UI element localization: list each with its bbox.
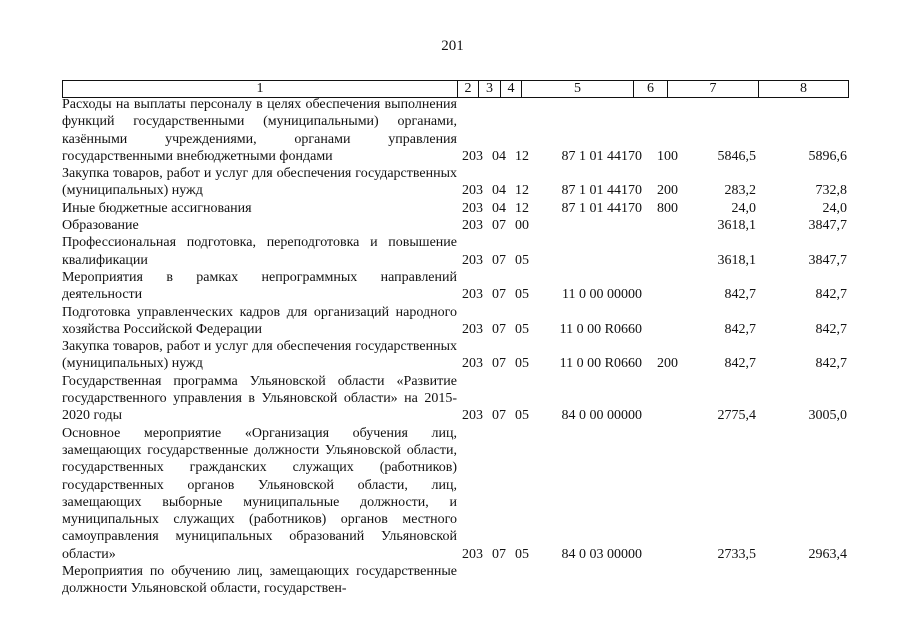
table-row — [62, 269, 847, 304]
cell-col-6: 200 — [657, 183, 678, 199]
header-col-6: 6 — [634, 81, 668, 97]
cell-row-name: Подготовка управленческих кадров для организаций народного хозяйства Российской Федерации — [62, 304, 457, 337]
header-col-2: 2 — [458, 81, 479, 97]
table-row — [62, 200, 847, 217]
budget-table-body — [62, 96, 847, 598]
cell-col-8: 842,7 — [815, 287, 847, 303]
cell-col-3: 04 — [492, 148, 506, 164]
cell-row-name: Закупка товаров, работ и услуг для обеспечения государственных (муниципальных) нужд — [62, 339, 457, 372]
table-row — [62, 425, 847, 563]
cell-row-name: Основное мероприятие «Организация обучения лиц, замещающих государственные должности Ульяновской области, государственных гражданских служащих (работников) государственных органов Ульяновской области, лиц, замещающих выборные муниципальные должности, и муниципальных служащих (работников) органов местного самоуправления муниципальных образований Ульяновской области» — [62, 425, 457, 562]
cell-col-5: 11 0 00 R0660 — [559, 356, 642, 372]
cell-col-2: 203 — [462, 287, 483, 303]
table-row — [62, 338, 847, 373]
cell-col-2: 203 — [462, 546, 483, 562]
cell-col-5: 84 0 00 00000 — [561, 408, 642, 424]
cell-col-4: 05 — [515, 356, 529, 372]
cell-col-3: 04 — [492, 200, 506, 216]
cell-col-6: 100 — [657, 148, 678, 164]
table-row — [62, 563, 847, 598]
cell-col-8: 3847,7 — [808, 252, 847, 268]
cell-col-7: 2775,4 — [717, 408, 756, 424]
cell-row-name: Мероприятия по обучению лиц, замещающих государственные должности Ульяновской области, государствен- — [62, 564, 457, 597]
cell-col-2: 203 — [462, 200, 483, 216]
cell-col-2: 203 — [462, 183, 483, 199]
cell-row-name: Закупка товаров, работ и услуг для обеспечения государственных (муниципальных) нужд — [62, 166, 457, 199]
header-col-7: 7 — [668, 81, 759, 97]
cell-col-3: 07 — [492, 408, 506, 424]
page-number: 201 — [441, 38, 464, 54]
cell-col-8: 3005,0 — [808, 408, 847, 424]
cell-col-5: 87 1 01 44170 — [561, 200, 642, 216]
cell-col-2: 203 — [462, 321, 483, 337]
cell-row-name: Иные бюджетные ассигнования — [62, 200, 252, 216]
cell-col-4: 05 — [515, 408, 529, 424]
table-row — [62, 217, 847, 234]
cell-col-2: 203 — [462, 252, 483, 268]
cell-col-5: 11 0 00 00000 — [562, 287, 642, 303]
cell-col-5: 84 0 03 00000 — [561, 546, 642, 562]
cell-col-7: 842,7 — [724, 321, 756, 337]
header-col-1: 1 — [63, 81, 458, 97]
cell-row-name: Расходы на выплаты персоналу в целях обеспечения выполнения функций государственными (муниципальными) органами, казёнными учреждениями, органами управления государственными внебюджетными фондами — [62, 97, 457, 164]
cell-col-8: 5896,6 — [808, 148, 847, 164]
cell-col-4: 12 — [515, 148, 529, 164]
cell-col-8: 842,7 — [815, 356, 847, 372]
cell-col-8: 842,7 — [815, 321, 847, 337]
cell-col-5: 11 0 00 R0660 — [559, 321, 642, 337]
cell-col-8: 3847,7 — [808, 218, 847, 234]
table-row — [62, 165, 847, 200]
cell-col-7: 24,0 — [731, 200, 756, 216]
cell-col-5: 87 1 01 44170 — [561, 183, 642, 199]
cell-row-name: Мероприятия в рамках непрограммных направлений деятельности — [62, 269, 457, 303]
cell-col-7: 283,2 — [724, 183, 756, 199]
cell-col-3: 07 — [492, 252, 506, 268]
table-row — [62, 234, 847, 269]
table-row — [62, 96, 847, 165]
header-col-5: 5 — [522, 81, 634, 97]
cell-col-7: 842,7 — [724, 287, 756, 303]
cell-col-2: 203 — [462, 148, 483, 164]
cell-row-name: Образование — [62, 218, 139, 234]
table-row — [62, 304, 847, 339]
cell-col-7: 842,7 — [724, 356, 756, 372]
cell-col-4: 00 — [515, 218, 529, 234]
cell-col-3: 07 — [492, 218, 506, 234]
cell-col-7: 3618,1 — [717, 252, 756, 268]
cell-col-8: 24,0 — [822, 200, 847, 216]
cell-col-4: 12 — [515, 183, 529, 199]
cell-col-2: 203 — [462, 408, 483, 424]
cell-col-4: 05 — [515, 252, 529, 268]
cell-col-5: 87 1 01 44170 — [561, 148, 642, 164]
cell-col-4: 05 — [515, 546, 529, 562]
table-row — [62, 373, 847, 425]
cell-row-name: Профессиональная подготовка, переподготовка и повышение квалификации — [62, 235, 457, 268]
cell-col-3: 07 — [492, 287, 506, 303]
cell-col-7: 2733,5 — [717, 546, 756, 562]
cell-col-2: 203 — [462, 218, 483, 234]
cell-row-name: Государственная программа Ульяновской области «Развитие государственного управления в Ульяновской области» на 2015-2020 годы — [62, 373, 457, 424]
header-col-8: 8 — [800, 81, 807, 96]
cell-col-3: 07 — [492, 356, 506, 372]
cell-col-7: 3618,1 — [717, 218, 756, 234]
cell-col-2: 203 — [462, 356, 483, 372]
cell-col-6: 200 — [657, 356, 678, 372]
header-col-4: 4 — [501, 81, 522, 97]
cell-col-4: 12 — [515, 200, 529, 216]
header-col-3: 3 — [479, 81, 501, 97]
cell-col-4: 05 — [515, 287, 529, 303]
cell-col-8: 2963,4 — [808, 546, 847, 562]
cell-col-3: 07 — [492, 321, 506, 337]
cell-col-4: 05 — [515, 321, 529, 337]
cell-col-8: 732,8 — [815, 183, 847, 199]
cell-col-6: 800 — [657, 200, 678, 216]
cell-col-3: 07 — [492, 546, 506, 562]
cell-col-3: 04 — [492, 183, 506, 199]
cell-col-7: 5846,5 — [717, 148, 756, 164]
